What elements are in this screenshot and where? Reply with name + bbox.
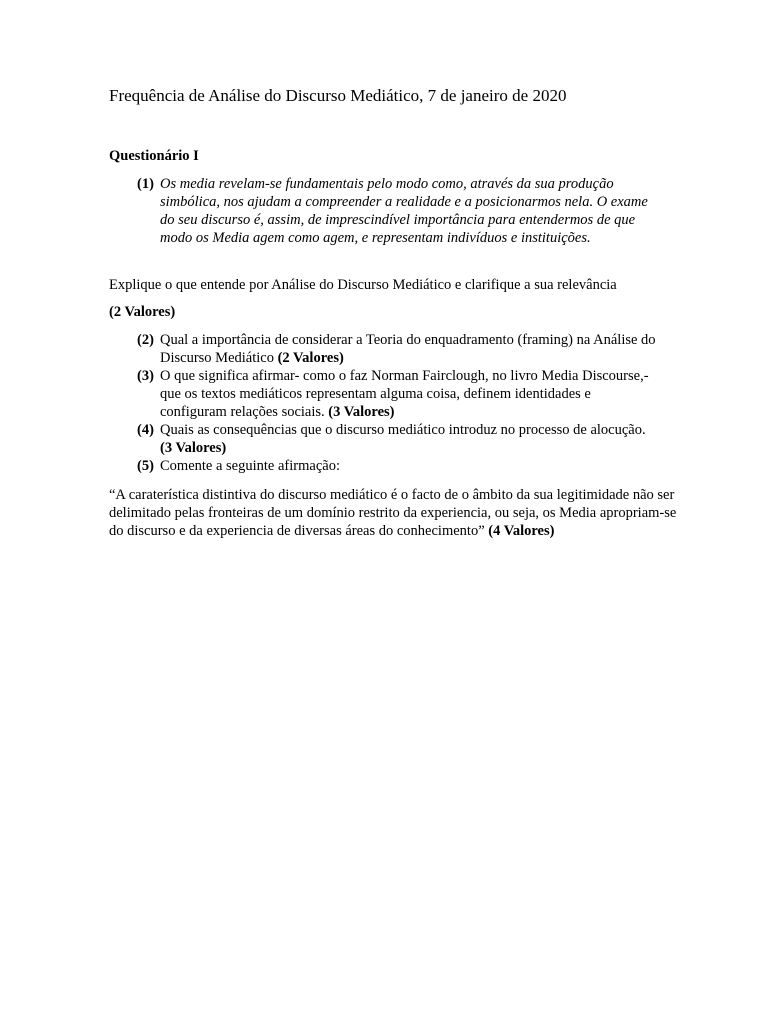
question-text: Comente a seguinte afirmação:: [160, 458, 340, 474]
quote-text: “A caraterística distintiva do discurso mediático é o facto de o âmbito da sua legitimidade não ser delimitado pelas fronteiras de um domínio restrito da experiencia, ou seja, os Media apropriam-se do discurso e da experiencia de diversas áreas do conhecimento”: [109, 487, 677, 539]
question-number: (5): [137, 458, 154, 474]
quote-points: (4 Valores): [488, 523, 555, 539]
question-points: (3 Valores): [160, 440, 227, 456]
quote-paragraph: [109, 486, 679, 540]
question-number: (2): [137, 332, 154, 348]
question-text-body: O que significa afirmar- como o faz Norman Fairclough, no livro Media Discourse,- que os textos mediáticos representam alguma coisa, definem identidades e configuram relações sociais.: [160, 368, 649, 420]
question-number: (3): [137, 368, 154, 384]
question-text-body: Qual a importância de considerar a Teoria do enquadramento (framing) na Análise do Discurso Mediático: [160, 332, 656, 366]
question-text: [160, 421, 657, 457]
question-number: (1): [137, 176, 154, 192]
question-text: [160, 331, 657, 367]
section-heading: Questionário I: [109, 148, 199, 164]
question-2: [137, 331, 657, 367]
question-1-points: (2 Valores): [109, 304, 176, 320]
question-text: [160, 367, 657, 421]
question-1: [137, 175, 657, 247]
question-text-body: Quais as consequências que o discurso mediático introduz no processo de alocução.: [160, 422, 646, 438]
question-number: (4): [137, 422, 154, 438]
question-3: [137, 367, 657, 421]
question-points: (3 Valores): [328, 404, 395, 420]
document-title: Frequência de Análise do Discurso Mediático, 7 de janeiro de 2020: [109, 86, 567, 105]
question-text: Os media revelam-se fundamentais pelo modo como, através da sua produção simbólica, nos ajudam a compreender a realidade e a posicionarmos nela. O exame do seu discurso é, assim, de imprescindível importância para entendermos de que modo os Media agem como agem, e representam indivíduos e instituições.: [160, 176, 648, 246]
question-4: [137, 421, 657, 457]
question-1-prompt: Explique o que entende por Análise do Discurso Mediático e clarifique a sua relevância: [109, 277, 617, 293]
question-points: (2 Valores): [277, 350, 344, 366]
question-5: [137, 457, 657, 475]
